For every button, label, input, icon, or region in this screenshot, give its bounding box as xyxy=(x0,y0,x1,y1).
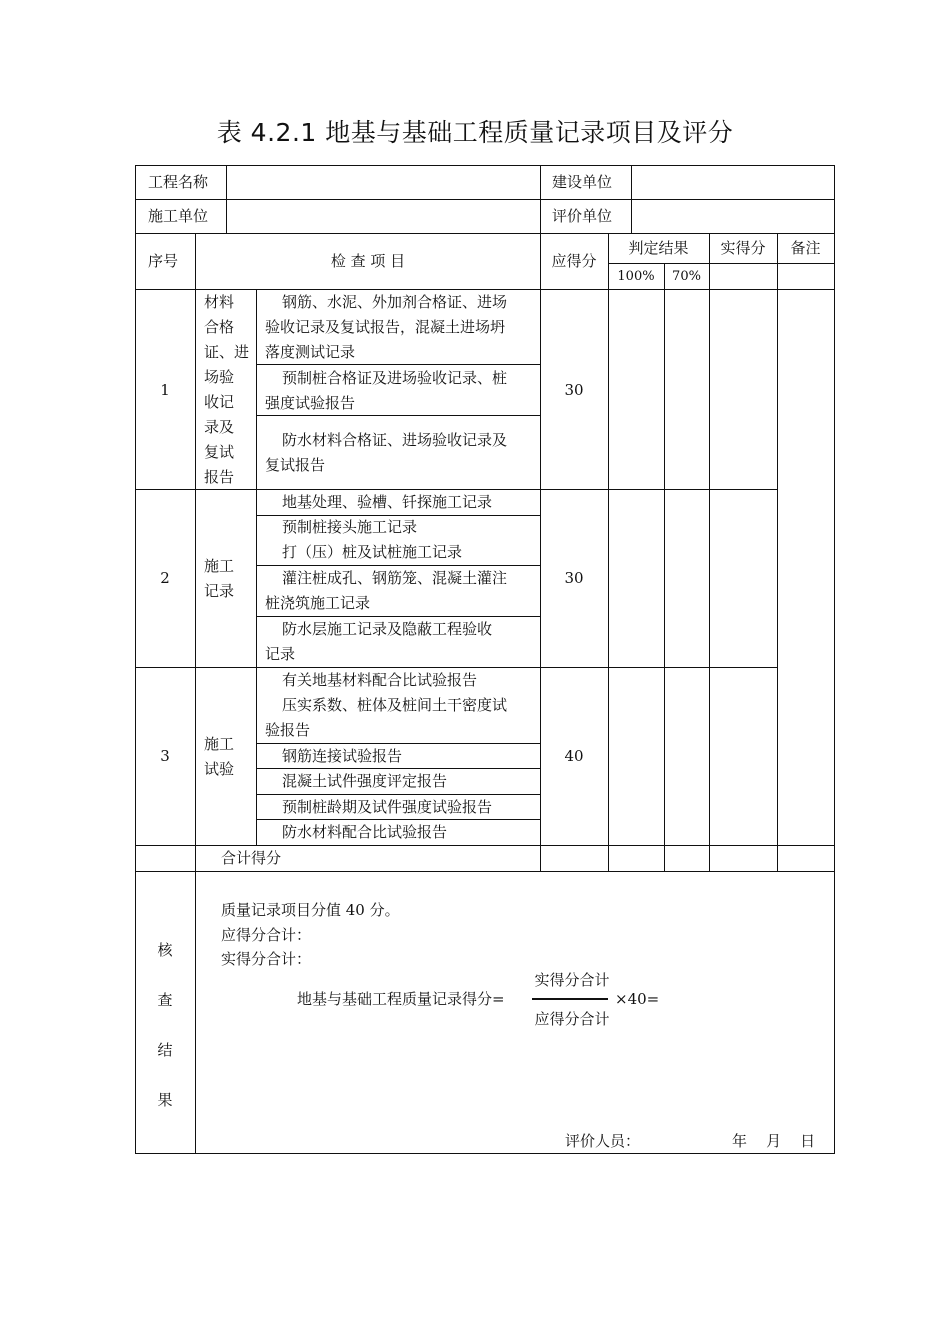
row1-score: 30 xyxy=(564,381,584,399)
col-judgment-70: 70% xyxy=(672,269,701,284)
total-label: 合计得分 xyxy=(221,849,282,867)
row2-item-line: 桩浇筑施工记录 xyxy=(265,594,371,612)
col-divider xyxy=(226,165,227,233)
formula-numerator: 实得分合计 xyxy=(534,971,610,989)
col-judgment-100: 100% xyxy=(617,269,655,284)
row2-seq: 2 xyxy=(160,569,170,587)
row1-item-line: 钢筋、水泥、外加剂合格证、进场 xyxy=(282,293,508,311)
col-item: 检 查 项 目 xyxy=(330,252,406,270)
formula-denominator: 应得分合计 xyxy=(534,1010,610,1028)
row1-category-line: 场验 xyxy=(204,368,235,386)
construction-label: 施工单位 xyxy=(148,207,209,225)
result-label-char: 果 xyxy=(157,1091,173,1109)
row3-item-line: 钢筋连接试验报告 xyxy=(282,747,403,765)
result-line-actual: 实得分合计： xyxy=(221,950,312,968)
row1-seq: 1 xyxy=(160,381,170,399)
evaluator-person-label: 评价人员： xyxy=(565,1132,641,1150)
result-line-score-value: 质量记录项目分值 40 分。 xyxy=(221,901,400,919)
border-right xyxy=(834,165,835,1153)
col-score: 应得分 xyxy=(551,252,597,270)
result-label-char: 核 xyxy=(157,941,173,959)
col-divider xyxy=(709,233,710,871)
row3-item-line: 验报告 xyxy=(265,721,311,739)
page-title: 表 4.2.1 地基与基础工程质量记录项目及评分 xyxy=(216,118,734,147)
col-divider xyxy=(664,263,665,871)
evaluator-unit-label: 评价单位 xyxy=(552,207,613,225)
col-divider xyxy=(195,233,196,1153)
col-actual: 实得分 xyxy=(720,239,766,257)
col-divider xyxy=(777,233,778,871)
evaluation-date: 年 月 日 xyxy=(732,1132,816,1150)
border-top xyxy=(135,165,834,166)
row3-item-line: 混凝土试件强度评定报告 xyxy=(282,772,448,790)
row1-item-line: 预制桩合格证及进场验收记录、桩 xyxy=(282,369,508,387)
row1-category-line: 证、进 xyxy=(204,343,250,361)
col-divider xyxy=(256,289,257,845)
row1-category-line: 复试 xyxy=(204,443,235,461)
row2-item-line: 预制桩接头施工记录 xyxy=(282,518,418,536)
row3-seq: 3 xyxy=(160,747,170,765)
fraction-bar xyxy=(532,998,608,1000)
builder-label: 建设单位 xyxy=(552,173,613,191)
result-label-char: 结 xyxy=(157,1041,173,1059)
row3-item-line: 防水材料配合比试验报告 xyxy=(282,823,448,841)
row2-score: 30 xyxy=(564,569,584,587)
row1-category-line: 录及 xyxy=(204,418,235,436)
col-note: 备注 xyxy=(790,239,821,257)
row2-item-line: 防水层施工记录及隐蔽工程验收 xyxy=(282,620,493,638)
row3-category-line: 试验 xyxy=(204,760,235,778)
row3-item-line: 压实系数、桩体及桩间土干密度试 xyxy=(282,696,508,714)
row3-item-line: 预制桩龄期及试件强度试验报告 xyxy=(282,798,493,816)
row1-category-line: 材料 xyxy=(204,293,235,311)
row3-item-line: 有关地基材料配合比试验报告 xyxy=(282,671,478,689)
col-seq: 序号 xyxy=(148,252,179,270)
row1-item-line: 强度试验报告 xyxy=(265,394,356,412)
row1-item-line: 防水材料合格证、进场验收记录及 xyxy=(282,431,508,449)
row2-item-line: 记录 xyxy=(265,645,296,663)
row1-category-line: 合格 xyxy=(204,318,235,336)
row-divider xyxy=(135,233,834,234)
row1-item-line: 验收记录及复试报告，混凝土进场坍 xyxy=(265,318,506,336)
row2-item-line: 地基处理、验槽、钎探施工记录 xyxy=(282,493,493,511)
row1-category-line: 收记 xyxy=(204,393,235,411)
row2-category-line: 施工 xyxy=(204,557,235,575)
formula-suffix: ×40= xyxy=(615,990,660,1008)
col-divider xyxy=(631,165,632,233)
result-line-expected: 应得分合计： xyxy=(221,926,312,944)
project-name-label: 工程名称 xyxy=(148,173,209,191)
row3-score: 40 xyxy=(564,747,584,765)
row-divider xyxy=(135,199,834,200)
formula-prefix: 地基与基础工程质量记录得分= xyxy=(297,990,505,1008)
row3-category-line: 施工 xyxy=(204,735,235,753)
row1-item-line: 落度测试记录 xyxy=(265,343,356,361)
row-divider xyxy=(135,871,835,872)
row1-item-line: 复试报告 xyxy=(265,456,326,474)
col-divider xyxy=(608,233,609,871)
result-label-char: 查 xyxy=(157,991,173,1009)
col-judgment: 判定结果 xyxy=(628,239,689,257)
row2-category-line: 记录 xyxy=(204,582,235,600)
row1-category-line: 报告 xyxy=(204,468,235,486)
row2-item-line: 打（压）桩及试桩施工记录 xyxy=(282,543,463,561)
border-bottom xyxy=(135,1153,835,1154)
row2-item-line: 灌注桩成孔、钢筋笼、混凝土灌注 xyxy=(282,569,508,587)
